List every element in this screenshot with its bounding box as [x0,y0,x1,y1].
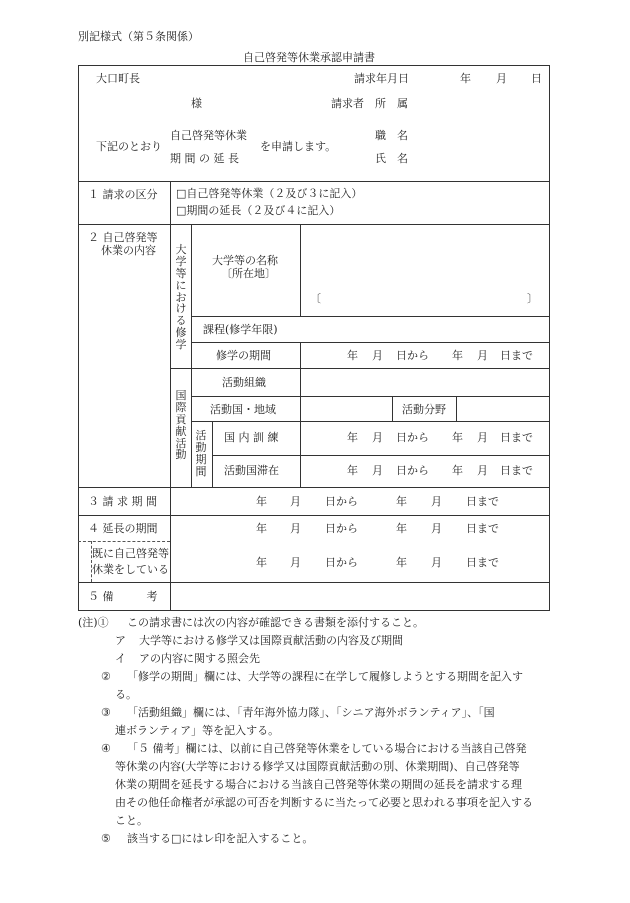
course-label: 課程(修学年限) [203,323,278,336]
note-text-4-line3: 休業の期間を延長する場合における当該自己啓発等休業の期間の延長を請求する理 [115,778,522,791]
section5-label: ５ 備 考 [88,590,158,603]
intl-group-label: 国 際 貢 献 活 動 [175,389,187,462]
activity-period-label: 活 動 期 間 [195,429,207,478]
section2-label-line2: 休業の内容 [101,244,156,257]
section4-sub-line2: 休業をしている [92,563,169,576]
note-text-5: 該当する□にはレ印を記入すること。 [127,832,314,845]
school-location-label: 〔所在地〕 [221,267,276,280]
addressee: 大口町長 [96,72,140,85]
study-period-label: 修学の期間 [216,349,271,362]
request-option-extension: 期 間 の 延 長 [170,152,239,165]
position-label: 職 名 [375,129,408,142]
note-marker-1: (注)① [78,616,109,629]
note-marker-5: ⑤ [101,832,111,845]
section1-label: １ 請求の区分 [88,188,158,201]
location-bracket-close: 〕 [527,292,538,305]
request-date-label: 請求年月日 [354,72,409,85]
request-date-month: 月 [496,72,507,85]
note-text-3-line1: 「活動組織」欄には、「青年海外協力隊」、「シニア海外ボランティア」、「国 [127,706,495,719]
category-checkbox-leave[interactable]: □自己啓発等休業（２及び３に記入） [176,187,363,200]
note-text-i: アの内容に関する照会先 [139,652,260,665]
activity-field-label: 活動分野 [402,403,446,416]
section4-label: ４ 延長の期間 [88,522,158,535]
note-text-3-line2: 連ボランティア」等を記入する。 [115,724,280,737]
activity-org-label: 活動組織 [222,376,266,389]
name-label: 氏 名 [375,152,408,165]
form-title: 自己啓発等休業承認申請書 [243,51,375,64]
section3-label: ３ 請 求 期 間 [88,495,157,508]
stay-abroad-label: 活動国滞在 [224,464,279,477]
note-text-4-line1: 「５ 備考」欄には、以前に自己啓発等休業をしている場合における当該自己啓発 [127,742,527,755]
affiliation-label: 所 属 [375,97,408,110]
note-marker-a: ア [115,634,126,647]
note-text-4-line5: こと。 [115,814,148,827]
section2-label-line1: ２ 自己啓発等 [88,231,158,244]
form-reference: 別記様式（第５条関係） [78,30,199,43]
request-lead: 下記のとおり [96,140,162,153]
note-marker-i: イ [115,652,126,665]
note-marker-2: ② [101,670,111,683]
note-marker-4: ④ [101,742,111,755]
activity-country-label: 活動国・地域 [210,403,276,416]
note-text-4-line4: 由その他任命権者が承認の可否を判断するに当たって必要と思われる事項を記入する [115,796,533,809]
note-marker-3: ③ [101,706,111,719]
study-group-label: 大 学 等 に お け る 修 学 [175,243,187,351]
request-date-year: 年 [460,72,471,85]
section4-sub-line1: 既に自己啓発等 [92,547,169,560]
note-text-a: 大学等における修学又は国際貢献活動の内容及び期間 [139,634,403,647]
request-tail: を申請します。 [260,140,337,153]
category-checkbox-extension[interactable]: □期間の延長（２及び４に記入） [176,204,341,217]
requester-label: 請求者 [331,97,364,110]
location-bracket-open: 〔 [310,292,321,305]
note-text-4-line2: 等休業の内容(大学等における修学又は国際貢献活動の別、休業期間)、自己啓発等 [115,760,520,773]
note-text-1: この請求書には次の内容が確認できる書類を添付すること。 [127,616,424,629]
addressee-honorific: 様 [191,97,202,110]
note-text-2-line1: 「修学の期間」欄には、大学等の課程に在学して履修しようとする期間を記入す [127,670,523,683]
school-name-label: 大学等の名称 [212,254,278,267]
request-option-leave: 自己啓発等休業 [170,129,247,142]
request-date-day: 日 [531,72,542,85]
domestic-training-label: 国 内 訓 練 [224,431,279,444]
note-text-2-line2: る。 [115,688,137,701]
